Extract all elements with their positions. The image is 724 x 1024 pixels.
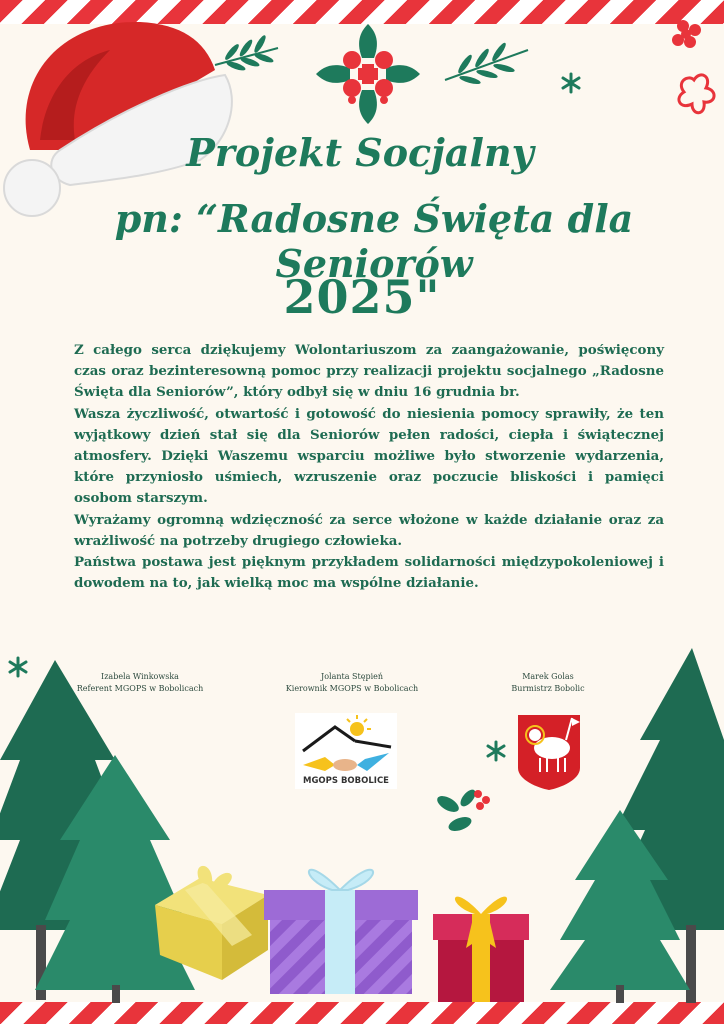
- signature-role: Kierownik MGOPS w Bobolicach: [285, 684, 419, 693]
- signature-role: Burmistrz Bobolic: [511, 684, 585, 693]
- signature-name: Jolanta Stępień: [320, 672, 384, 681]
- paragraph: Państwa postawa jest pięknym przykładem solidarności międzypokoleniowej i dowodem na to, jak wielką moc ma wspólne działanie.: [74, 554, 664, 592]
- poinsettia-icon: [316, 24, 420, 124]
- snowflake-icon: [563, 74, 579, 92]
- leaf-sprig-icon: [215, 34, 278, 72]
- leaf-sprig-icon: [445, 41, 528, 85]
- purple-gift-icon: [264, 870, 418, 994]
- thank-you-text: [74, 340, 664, 594]
- coat-of-arms-icon: [518, 715, 580, 790]
- signature-block: [70, 671, 210, 695]
- signature-name: Marek Golas: [522, 672, 574, 681]
- house-handshake-icon: [295, 713, 397, 775]
- santa-hat-icon: [4, 22, 232, 216]
- title-year: 2025": [283, 270, 441, 324]
- snowflake-icon: [488, 742, 504, 760]
- signature-name: Izabela Winkowska: [101, 672, 179, 681]
- title-line-2: pn: “Radosne Święta dla Seniorów: [114, 196, 634, 286]
- paragraph: Wasza życzliwość, otwartość i gotowość do niesienia pomocy sprawiły, że ten wyjątkowy dzień stał się dla Seniorów pełen radości, ciepła i świątecznej atmosfery. Dzięki Waszemu wsparciu możliwe było stworzenie wydarzenia, które przyniosło uśmiech, wzruszenie oraz poczucie bliskości i pamięci osobom starszym.: [74, 405, 664, 507]
- signature-block: [478, 671, 618, 695]
- title-line-1: Projekt Socjalny: [186, 130, 534, 175]
- red-gift-icon: [433, 897, 529, 1002]
- snowflake-icon: [10, 658, 26, 676]
- red-flower-icon: [672, 20, 701, 48]
- mistletoe-icon: [435, 787, 490, 834]
- signature-role: Referent MGOPS w Bobolicach: [76, 684, 204, 693]
- paragraph: Z całego serca dziękujemy Wolontariuszom za zaangażowanie, poświęcony czas oraz bezinteresowną pomoc przy realizacji projektu socjalnego „Radosne Święta dla Seniorów”, który odbył się w dniu 16 grudnia br.: [74, 342, 664, 401]
- paragraph: Wyrażamy ogromną wdzięczność za serce włożone w każde działanie oraz za wrażliwość na potrzeby drugiego człowieka.: [74, 511, 664, 549]
- signature-block: [282, 671, 422, 695]
- mgops-logo: [295, 713, 397, 789]
- mgops-logo-text: MGOPS BOBOLICE: [302, 776, 389, 786]
- red-flower-icon: [679, 75, 714, 113]
